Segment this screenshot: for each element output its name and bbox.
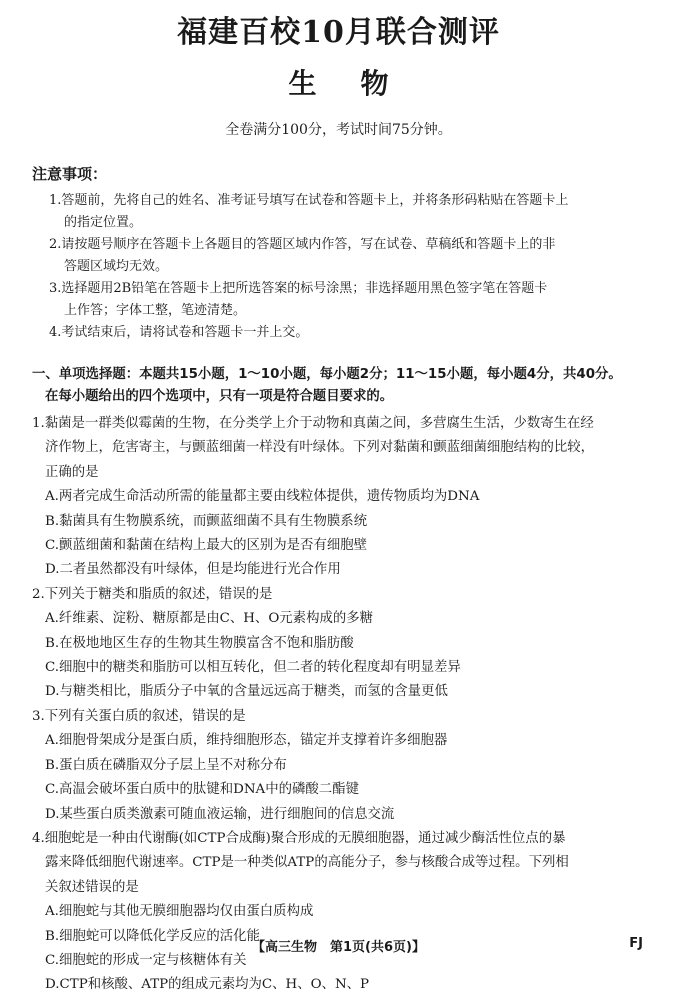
question-stem bbox=[32, 705, 652, 729]
question-4 bbox=[32, 827, 652, 998]
stem-line: 2.下列关于糖类和脂质的叙述，错误的是 bbox=[32, 586, 273, 602]
option-b: B.细胞蛇可以降低化学反应的活化能 bbox=[45, 928, 260, 944]
note-item bbox=[49, 234, 649, 278]
note-line: 2.请按题号顺序在答题卡上各题目的答题区域内作答，写在试卷、草稿纸和答题卡上的非 bbox=[49, 237, 556, 252]
question-2 bbox=[32, 583, 652, 705]
stem-line: 露来降低细胞代谢速率。CTP是一种类似ATP的高能分子，参与核酸合成等过程。下列相 bbox=[45, 855, 569, 871]
note-item bbox=[49, 278, 649, 322]
note-line: 的指定位置。 bbox=[64, 215, 143, 230]
subject-char-2: 物 bbox=[360, 67, 389, 100]
option-d: D.二者虽然都没有叶绿体，但是均能进行光合作用 bbox=[45, 562, 341, 578]
subject-title bbox=[0, 66, 677, 102]
stem-line: 1.黏菌是一群类似霉菌的生物，在分类学上介于动物和真菌之间，多营腐生生活，少数寄生在经 bbox=[32, 416, 594, 431]
option-a: A.纤维素、淀粉、糖原都是由C、H、O元素构成的多糖 bbox=[45, 611, 374, 627]
option-d: D.与糖类相比，脂质分子中氧的含量远远高于糖类，而氢的含量更低 bbox=[45, 684, 448, 700]
note-line: 4.考试结束后，请将试卷和答题卡一并上交。 bbox=[49, 325, 309, 340]
stem-line: 4.细胞蛇是一种由代谢酶(如CTP合成酶)聚合形成的无膜细胞器，通过减少酶活性位点的暴 bbox=[32, 830, 566, 846]
note-line: 上作答；字体工整，笔迹清楚。 bbox=[64, 303, 247, 318]
subject-char-1: 生 bbox=[288, 67, 317, 100]
option-d: D.某些蛋白质类激素可随血液运输，进行细胞间的信息交流 bbox=[45, 806, 395, 822]
note-line: 3.选择题用2B铅笔在答题卡上把所选答案的标号涂黑；非选择题用黑色签字笔在答题卡 bbox=[49, 281, 548, 296]
option-c: C.细胞中的糖类和脂肪可以相互转化，但二者的转化程度却有明显差异 bbox=[45, 660, 461, 676]
option-a: A.细胞骨架成分是蛋白质，维持细胞形态，锚定并支撑着许多细胞器 bbox=[45, 733, 448, 749]
exam-info: 全卷满分100分，考试时间75分钟。 bbox=[225, 122, 452, 138]
option-c: C.细胞蛇的形成一定与核糖体有关 bbox=[45, 952, 247, 968]
question-3 bbox=[32, 705, 652, 827]
note-line: 1.答题前，先将自己的姓名、准考证号填写在试卷和答题卡上，并将条形码粘贴在答题卡上 bbox=[49, 193, 569, 208]
section-line: 在每小题给出的四个选项中，只有一项是符合题目要求的。 bbox=[45, 389, 394, 404]
notes-list bbox=[49, 190, 649, 344]
question-stem bbox=[32, 412, 652, 485]
option-a: A.细胞蛇与其他无膜细胞器均仅由蛋白质构成 bbox=[45, 904, 314, 920]
option-c: C.颤蓝细菌和黏菌在结构上最大的区别为是否有细胞壁 bbox=[45, 538, 368, 554]
stem-line: 3.下列有关蛋白质的叙述，错误的是 bbox=[32, 708, 246, 724]
option-b: B.在极地地区生存的生物其生物膜富含不饱和脂肪酸 bbox=[45, 635, 354, 651]
option-b: B.蛋白质在磷脂双分子层上呈不对称分布 bbox=[45, 757, 287, 773]
option-c: C.高温会破坏蛋白质中的肽键和DNA中的磷酸二酯键 bbox=[45, 782, 359, 798]
option-a: A.两者完成生命活动所需的能量都主要由线粒体提供，遗传物质均为DNA bbox=[45, 489, 480, 505]
question-1 bbox=[32, 412, 652, 583]
section-heading bbox=[32, 364, 672, 408]
option-b: B.黏菌具有生物膜系统，而颤蓝细菌不具有生物膜系统 bbox=[45, 513, 368, 529]
section-line: 一、单项选择题：本题共15小题，1～10小题，每小题2分；11～15小题，每小题4分，共40分。 bbox=[32, 367, 622, 382]
question-list bbox=[32, 412, 652, 998]
note-line: 答题区域均无效。 bbox=[64, 259, 169, 274]
question-stem bbox=[32, 827, 652, 900]
notes-heading: 注意事项： bbox=[32, 165, 108, 183]
question-stem bbox=[32, 583, 652, 607]
stem-line: 关叙述错误的是 bbox=[45, 879, 139, 895]
option-d: D.CTP和核酸、ATP的组成元素均为C、H、O、N、P bbox=[45, 977, 370, 993]
note-item bbox=[49, 190, 649, 234]
note-item bbox=[49, 322, 649, 344]
footer-code: FJ bbox=[629, 936, 643, 951]
stem-line: 济作物上，危害寄主，与颤蓝细菌一样没有叶绿体。下列对黏菌和颤蓝细菌细胞结构的比较， bbox=[45, 440, 595, 456]
page-footer: 【高三生物 第1页(共6页)】 bbox=[252, 940, 425, 955]
stem-line: 正确的是 bbox=[45, 464, 99, 480]
exam-title: 福建百校10月联合测评 bbox=[177, 15, 500, 50]
